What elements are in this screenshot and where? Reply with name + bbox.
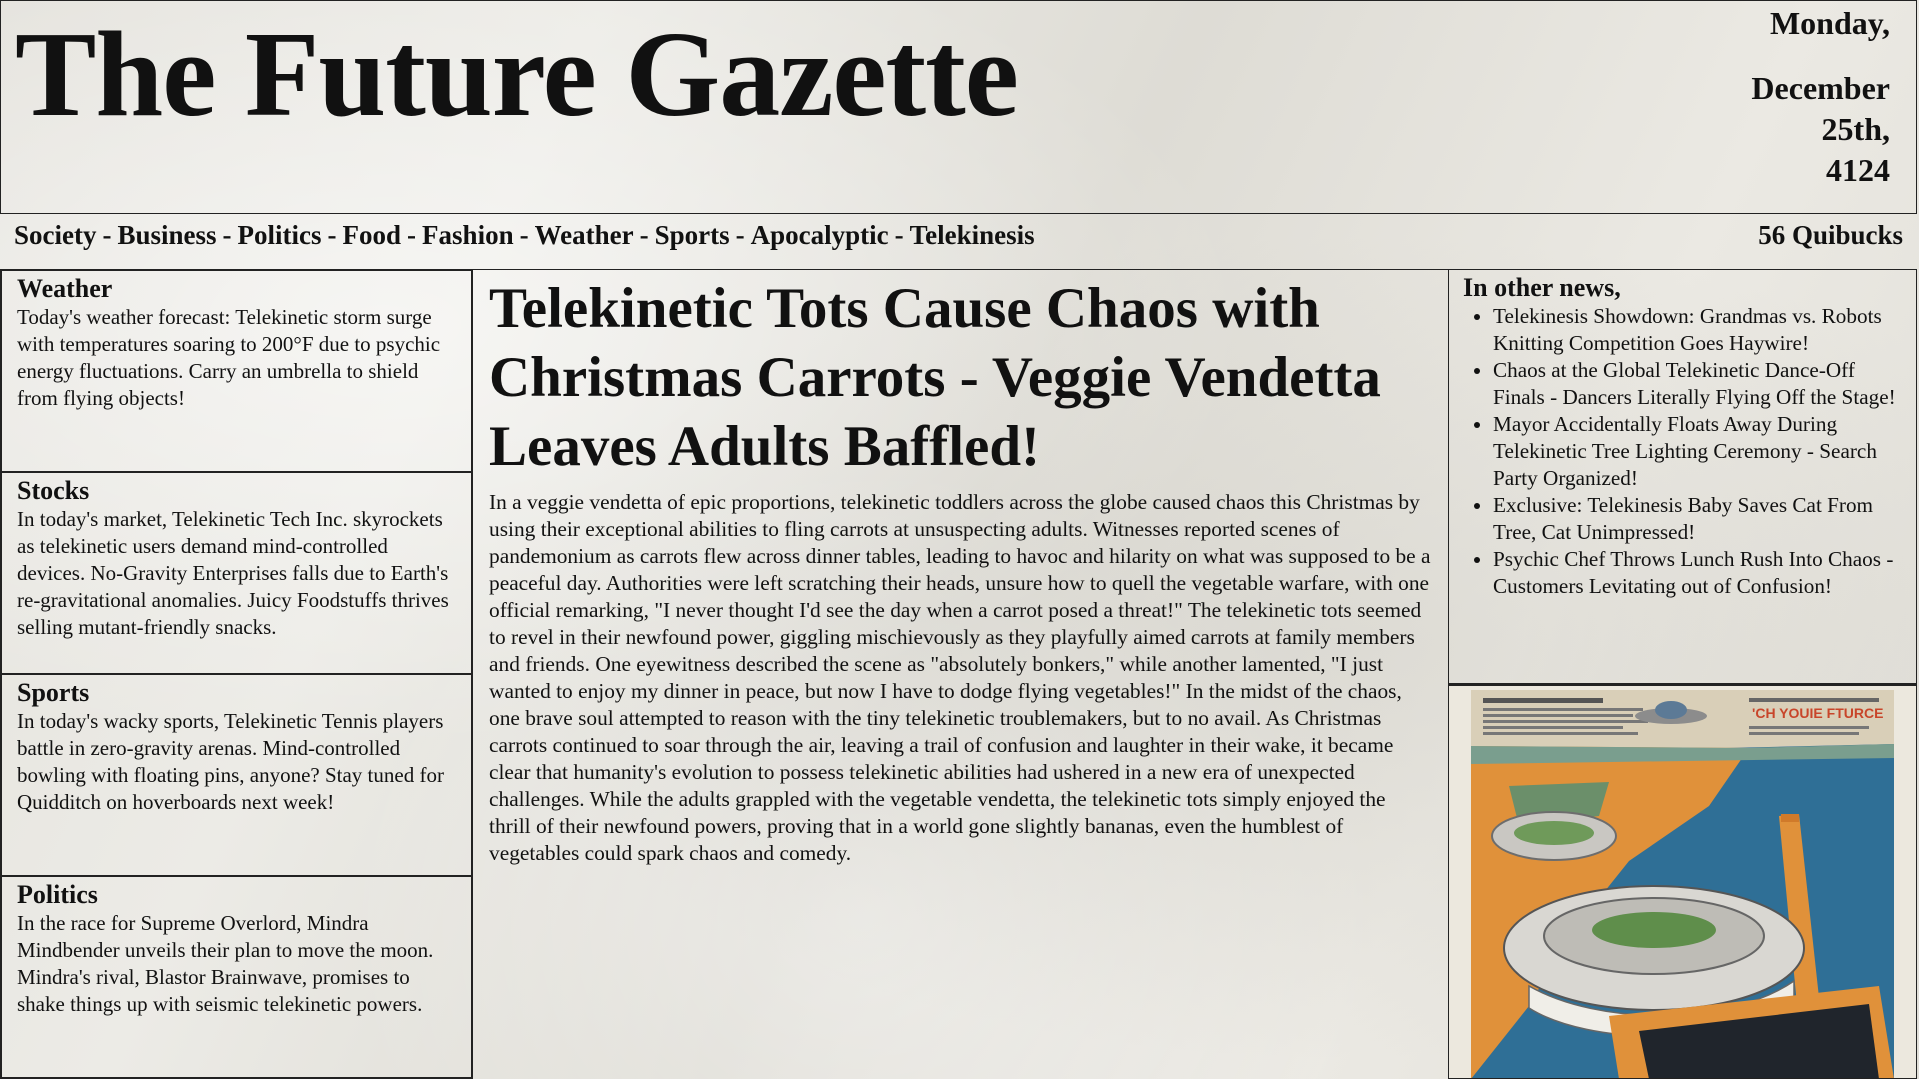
nav-sports[interactable]: Sports xyxy=(654,220,730,250)
other-news-item[interactable]: • Mayor Accidentally Floats Away During Telekinetic Tree Lighting Ceremony - Search Party Organized! xyxy=(1493,411,1902,492)
weather-body: Today's weather forecast: Telekinetic storm surge with temperatures soaring to 200°F due to psychic energy fluctuations. Carry an umbrella to shield from flying objects! xyxy=(17,305,441,410)
nav-separator: - xyxy=(894,220,904,250)
issue-price: 56 Quibucks xyxy=(1758,220,1903,250)
date-day: 25th, xyxy=(1821,111,1890,147)
main-story xyxy=(473,270,1448,1079)
weather-heading: Weather xyxy=(17,274,113,303)
nav-separator: - xyxy=(407,220,417,250)
other-news-heading: In other news, xyxy=(1463,273,1621,302)
other-news-item[interactable]: • Exclusive: Telekinesis Baby Saves Cat From Tree, Cat Unimpressed! xyxy=(1493,492,1902,546)
newspaper-title: The Future Gazette xyxy=(15,7,1018,142)
other-news-item[interactable]: • Psychic Chef Throws Lunch Rush Into Chaos - Customers Levitating out of Confusion! xyxy=(1493,546,1902,600)
date-month: December xyxy=(1751,70,1890,106)
section-nav xyxy=(0,214,1917,270)
sports-box xyxy=(0,674,473,877)
nav-separator: - xyxy=(519,220,529,250)
other-news-item[interactable]: • Chaos at the Global Telekinetic Dance-Off Finals - Dancers Literally Flying Off the Stage! xyxy=(1493,357,1902,411)
right-column xyxy=(1448,270,1919,1079)
other-news-box xyxy=(1448,270,1917,684)
nav-separator: - xyxy=(639,220,649,250)
nav-fashion[interactable]: Fashion xyxy=(422,220,514,250)
illustration-svg xyxy=(1449,686,1916,1079)
stocks-heading: Stocks xyxy=(17,476,90,505)
main-headline: Telekinetic Tots Cause Chaos with Christmas Carrots - Veggie Vendetta Leaves Adults Baffled! xyxy=(489,277,1381,478)
masthead xyxy=(0,0,1917,214)
sports-heading: Sports xyxy=(17,678,90,707)
nav-weather[interactable]: Weather xyxy=(534,220,634,250)
other-news-list xyxy=(1463,303,1902,600)
section-links xyxy=(14,220,1035,251)
issue-date xyxy=(1700,3,1890,191)
main-story-body: In a veggie vendetta of epic proportions, telekinetic toddlers across the globe caused chaos this Christmas by using their exceptional abilities to fling carrots at unsuspecting adults. Witnesses reported scenes of pandemonium as carrots flew across dinner tables, leading to havoc and hilarity on what was supposed to be a peaceful day. Authorities were left scratching their heads, unsure how to quell the vegetable warfare, with one official remarking, "I never thought I'd see the day when a carrot posed a threat!" The telekinetic tots seemed to revel in their newfound power, giggling mischievously as they playfully aimed carrots at family members and friends. One eyewitness described the scene as "absolutely bonkers," while another lamented, "I just wanted to enjoy my dinner in peace, but now I have to dodge flying vegetables!" In the midst of the chaos, one brave soul attempted to reason with the tiny telekinetic troublemakers, but to no avail. As Christmas carrots continued to soar through the air, leaving a trail of confusion and laughter in their wake, it became clear that humanity's evolution to possess telekinetic abilities had ushered in a new era of unexpected challenges. While the adults grappled with the vegetable vendetta, the telekinetic tots simply enjoyed the thrill of their newfound powers, proving that in a world gone slightly bananas, even the humblest of vegetables could spark chaos and comedy. xyxy=(489,490,1431,865)
futuristic-city-illustration xyxy=(1448,684,1917,1079)
nav-separator: - xyxy=(327,220,337,250)
nav-food[interactable]: Food xyxy=(342,220,402,250)
nav-society[interactable]: Society xyxy=(14,220,97,250)
nav-separator: - xyxy=(102,220,112,250)
date-weekday: Monday, xyxy=(1769,5,1890,41)
sports-body: In today's wacky sports, Telekinetic Tennis players battle in zero-gravity arenas. Mind-controlled bowling with floating pins, anyone? Stay tuned for Quidditch on hoverboards next week! xyxy=(17,709,444,814)
politics-heading: Politics xyxy=(17,880,98,909)
poster-headline: 'CH YOUIE FTURCE xyxy=(1752,705,1884,721)
nav-politics[interactable]: Politics xyxy=(237,220,322,250)
other-news-item[interactable]: • Telekinesis Showdown: Grandmas vs. Robots Knitting Competition Goes Haywire! xyxy=(1493,303,1902,357)
nav-separator: - xyxy=(222,220,232,250)
nav-apocalyptic[interactable]: Apocalyptic xyxy=(750,220,889,250)
left-column xyxy=(0,270,473,1079)
weather-box xyxy=(0,270,473,473)
nav-business[interactable]: Business xyxy=(117,220,217,250)
nav-telekinesis[interactable]: Telekinesis xyxy=(909,220,1035,250)
stocks-box xyxy=(0,472,473,675)
nav-separator: - xyxy=(735,220,745,250)
politics-box xyxy=(0,876,473,1079)
politics-body: In the race for Supreme Overlord, Mindra Mindbender unveils their plan to move the moon. Mindra's rival, Blastor Brainwave, promises to shake things up with seismic telekinetic powers. xyxy=(17,911,434,1016)
date-year: 4124 xyxy=(1826,152,1890,188)
stocks-body: In today's market, Telekinetic Tech Inc. skyrockets as telekinetic users demand mind-controlled devices. No-Gravity Enterprises falls due to Earth's re-gravitational anomalies. Juicy Foodstuffs thrives selling mutant-friendly snacks. xyxy=(17,507,449,639)
